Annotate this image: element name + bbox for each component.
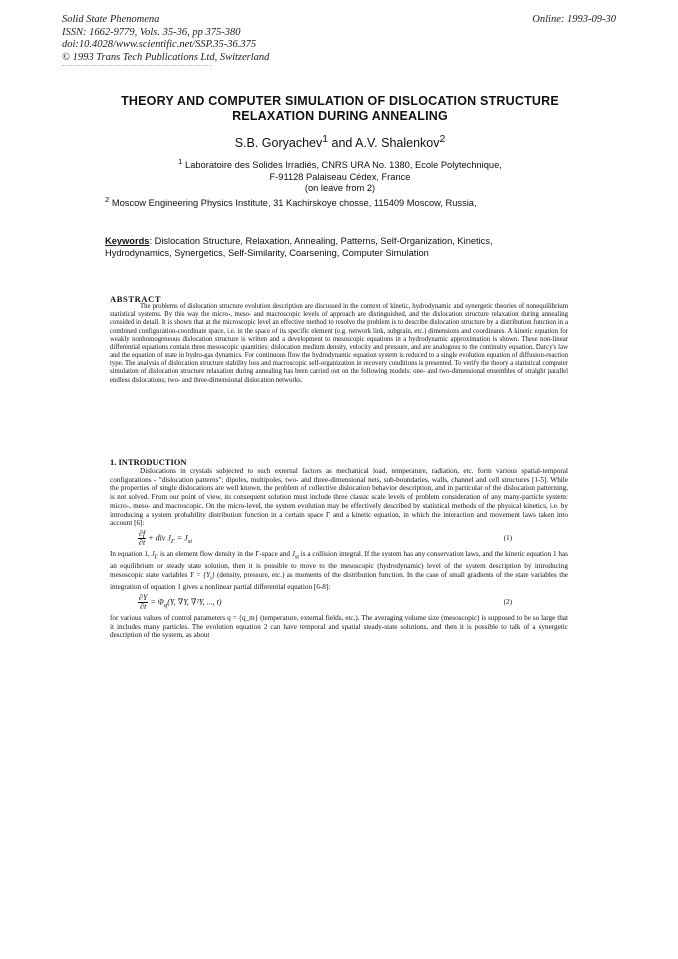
p2-state-var-sub: i (210, 575, 212, 582)
author-1-affil-marker: 1 (322, 134, 329, 145)
intro-paragraph-2 (110, 550, 568, 592)
eq2-args: (Y, ∇Y, ∇²Y, ..., t) (167, 597, 222, 607)
eq1-rhs: = J (174, 533, 188, 543)
scan-artifact (62, 65, 212, 70)
affiliation-1-line-1: Laboratoire des Solides Irradiés, CNRS URA No. 1380, Ecole Polytechnique, (182, 160, 502, 171)
p2-state-var: Y = {Y (189, 570, 211, 579)
eq2-phi-sub: q (163, 601, 168, 609)
intro-paragraph-1: Dislocations in crystals subjected to such external factors as mechanical load, temperature, radiation, etc. form various spatial-temporal configurations - "dislocation patterns": dipoles, multipoles, two- and three-dimensional nets, sub-boundaries, walls, channel and cell structures [1-5]. While the properties of single dislocations are well known, the problem of collective dislocation behavior description, and in particular of the dislocation patterning, is not solved. From our point of view, its consequent solution must include three classic scale levels of problem consideration of any many-particle system: micro-, meso- and macroscopic. On the micro-level, the system evolution may be effectively described by statistical methods of the physical kinetics, i.e. by introducing a system probability distribution function in a certain space Γ and a kinetic equation, in which the interaction and movement laws taken into account [6]: (110, 466, 568, 528)
affiliation-1-marker: 1 (178, 157, 183, 166)
affiliation-1-line-2: F-91128 Palaiseau Cédex, France (269, 171, 411, 182)
equation-2 (110, 592, 568, 614)
eq2-denominator: ∂t (140, 601, 147, 611)
affiliation-2-marker: 2 (105, 195, 110, 204)
eq1-div-term: + div J (146, 533, 171, 543)
intro-paragraph-3: for various values of control parameters q = {q_m} (temperature, external fields, etc.). The averaging volume size (mesoscopic) is supposed to be so large that it includes many particles. The evolution equation 2 can have temporal and spatial steady-state solutions, and then it is possible to talk of a synergetic description of the system, as about (110, 613, 568, 640)
p2-part-d: (density, pressure, etc.) as moments of the distribution function. In the case of small gradients of the state variables the integration of equation 1 gives a nonlinear partial differential equation [6-8]: (110, 570, 570, 592)
p2-symbol-jst-sub: st (294, 554, 299, 561)
eq2-phi: = Φ (148, 597, 164, 607)
abstract-heading: ABSTRACT (110, 294, 162, 304)
equation-1 (110, 528, 568, 550)
issn-line: ISSN: 1662-9779, Vols. 35-36, pp 375-380 (62, 26, 241, 38)
p2-symbol-j-sub: Γ (154, 554, 159, 561)
equation-2-body (138, 594, 222, 611)
affiliation-1 (80, 156, 600, 195)
journal-name: Solid State Phenomena (62, 14, 160, 25)
eq1-rhs-sub: st (187, 537, 193, 545)
eq1-numerator: ∂f (139, 529, 146, 538)
keywords-text: : Dislocation Structure, Relaxation, Annealing, Patterns, Self-Organization, Kinetics, Hydrodynamics, Synergetics, Self-Similarity, Coarsening, Computer Simulation (105, 236, 493, 258)
p2-state-var-end: } (211, 570, 215, 579)
author-2: A.V. Shalenkov (355, 136, 440, 151)
copyright-line: © 1993 Trans Tech Publications Ltd, Switzerland (62, 51, 270, 63)
introduction-section (110, 458, 568, 640)
keywords-label: Keywords (105, 236, 150, 246)
author-separator: and (328, 136, 356, 151)
abstract (110, 295, 568, 385)
title-line-1: THEORY AND COMPUTER SIMULATION OF DISLOCATION STRUCTURE (121, 94, 559, 108)
affiliation-2-text: Moscow Engineering Physics Institute, 31 Kachirskoye chosse, 115409 Moscow, Russia, (109, 198, 477, 209)
author-list (80, 134, 600, 150)
introduction-heading: 1. INTRODUCTION (110, 457, 187, 467)
eq2-numerator: ∂Y (139, 592, 148, 602)
doi-line[interactable]: doi:10.4028/www.scientific.net/SSP.35-36.375 (62, 39, 257, 50)
equation-2-number: (2) (503, 597, 512, 606)
equation-1-body (138, 530, 192, 547)
keywords (105, 236, 530, 259)
p2-part-b: is an element flow density in the Γ-space and (158, 550, 292, 558)
eq1-div-sub: Γ (170, 537, 175, 545)
affiliation-2 (105, 195, 585, 208)
author-2-affil-marker: 2 (439, 134, 446, 145)
affiliation-1-line-3: (on leave from 2) (304, 183, 376, 194)
abstract-text: The problems of dislocation structure evolution description are discussed in the context of kinetic, hydrodynamic and synergetic theories of nonequilibrium statistical systems. By this way the micro-, meso- and macroscopic levels of approach are distinguished, and the dislocation structure relaxation during annealing consided in detail. It is shown that at the microscopic level an effective method to resolve the problem is to describe dislocation structure by a distribution function in a combined configuration-coordinate space, i.e. in the space of its specific element (e.g. network link, subgrain, etc.) dimensions and coordinates. A kinetic equation for weakly nonhomogeneous dislocation structure is written and a development to mesoscopic equations in a hydrodynamic approximation is shown. These non-linear differential equations contain three mesoscopic quantities: dislocation medium density, velocity and pressure, and are analogous to the continuity equation, Darcy's law and the equation of state in hydro-gas dynamics. For continuous flow the hydrodynamic equation system is reduced to a single evolution equation of diffusion-reaction type. The analysis of dislocation structure stability loss and macroscopic self-organization in recovery conditions is presented. To verify the theory a statistical computer simulation of dislocation structure relaxation during annealing has been carried out on the following models: one- and two-dimensional ensembles of straight parallel endless dislocations; two- and three-dimensional dislocation networks. (110, 303, 568, 384)
author-1: S.B. Goryachev (234, 136, 323, 151)
title-line-2: RELAXATION DURING ANNEALING (232, 109, 448, 123)
p2-part-a: In equation 1, (110, 550, 152, 558)
paper-title (80, 94, 600, 124)
p2-part-c: is a collision integral. If the system has any conservation laws, and the kinetic equation 1 has an equilibrium or steady state solution, then it is possible to move to the mesoscopic (hydrodynamic) level of the system description by introducing mesoscopic state variables (110, 550, 570, 579)
p2-symbol-j: J (151, 550, 155, 558)
p2-symbol-jst: J (291, 550, 295, 558)
eq1-denominator: ∂t (139, 538, 146, 547)
equation-1-number: (1) (503, 534, 512, 542)
online-date: Online: 1993-09-30 (532, 14, 616, 25)
publication-meta (62, 14, 269, 64)
